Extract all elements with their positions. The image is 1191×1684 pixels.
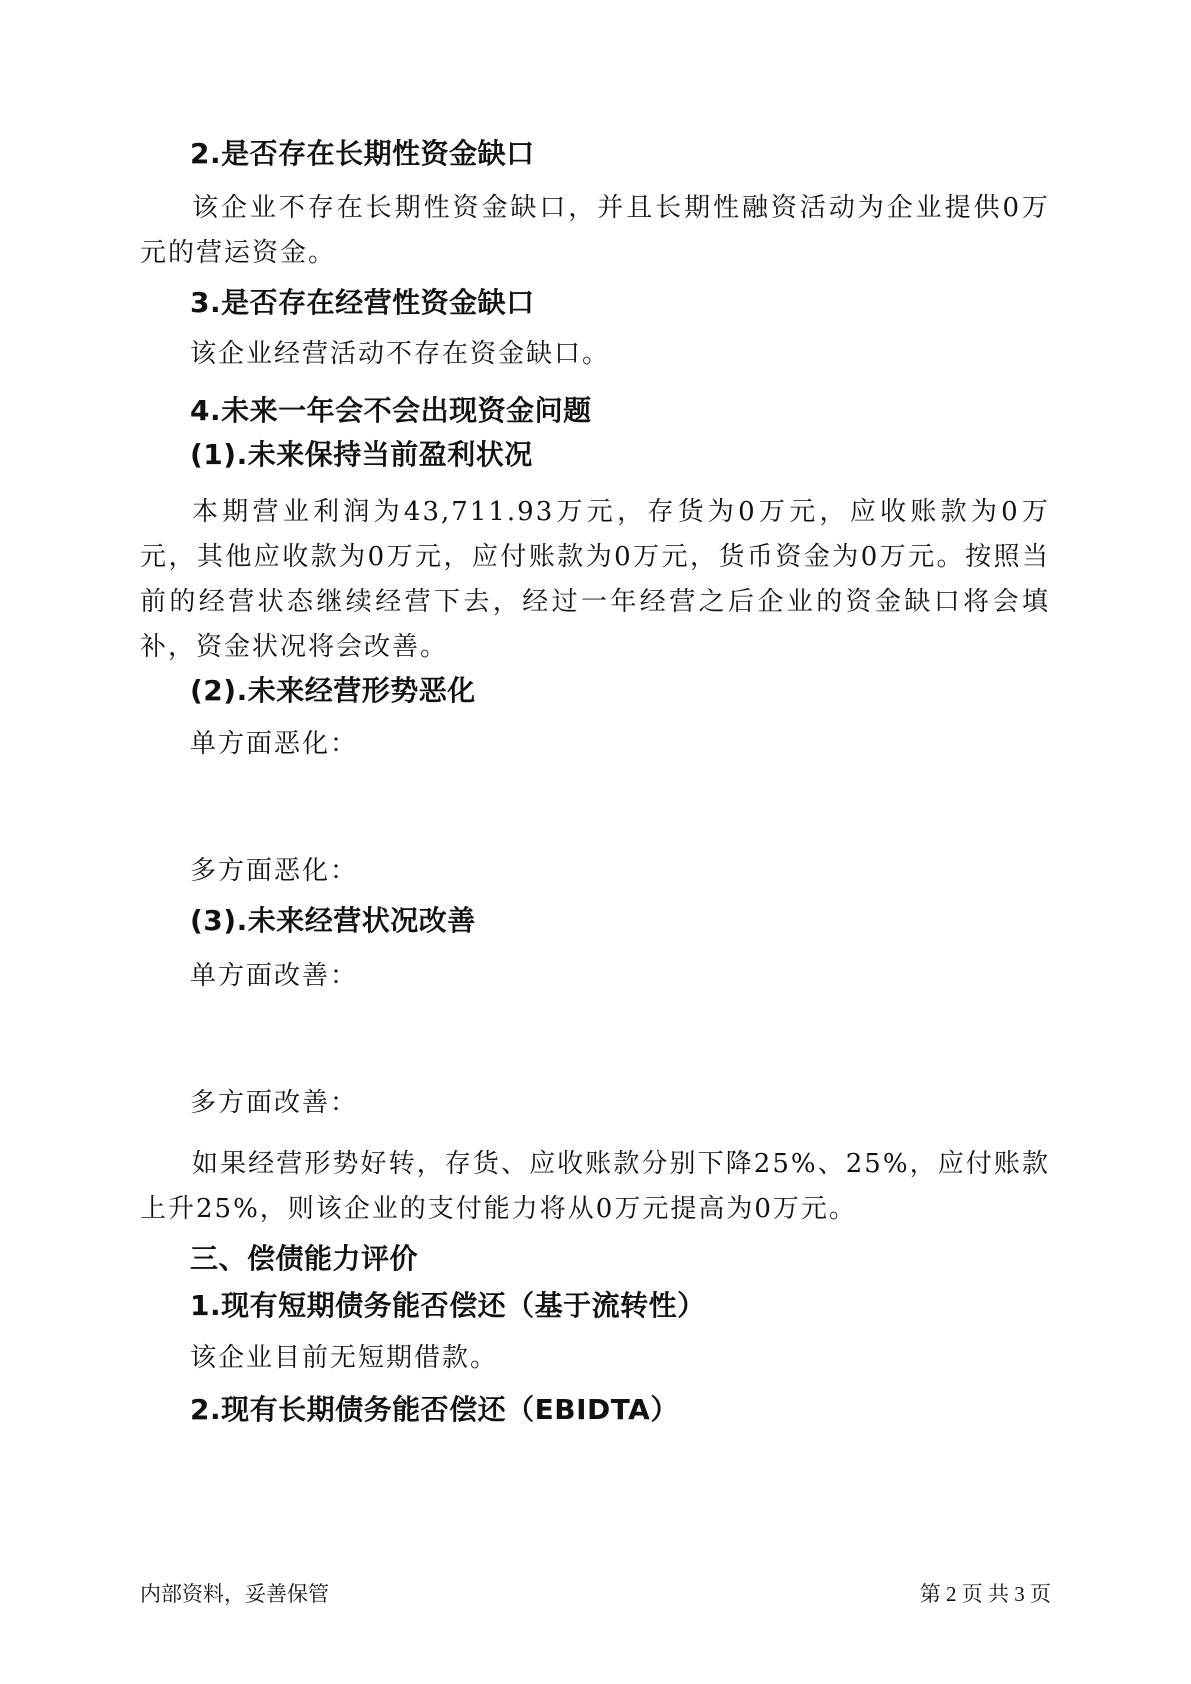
heading-short-term-debt: 1.现有短期债务能否偿还（基于流转性）: [190, 1289, 706, 1322]
paragraph-improve: 如果经营形势好转，存货、应收账款分别下降25%、25%，应付账款上升25%，则该企业的支付能力将从0万元提高为0万元。: [140, 1149, 1050, 1224]
heading-solvency: 三、偿债能力评价: [190, 1242, 419, 1275]
paragraph-long-term-gap: 该企业不存在长期性资金缺口，并且长期性融资活动为企业提供0万元的营运资金。: [140, 193, 1050, 268]
footer-confidential-note: 内部资料，妥善保管: [140, 1582, 329, 1606]
heading-long-term-debt: 2.现有长期债务能否偿还（EBIDTA）: [190, 1393, 679, 1426]
label-multi-improve: 多方面改善：: [190, 1088, 359, 1118]
paragraph-operating-gap: 该企业经营活动不存在资金缺口。: [190, 339, 611, 369]
footer-page-number: 第 2 页 共 3 页: [919, 1582, 1051, 1606]
heading-operating-gap: 3.是否存在经营性资金缺口: [190, 286, 535, 319]
paragraph-keep-profit: 本期营业利润为43,711.93万元，存货为0万元，应收账款为0万元，其他应收款为0万元，应付账款为0万元，货币资金为0万元。按照当前的经营状态继续经营下去，经过一年经营之后企业的资金缺口将会填补，资金状况将会改善。: [140, 497, 1050, 662]
heading-worsen: (2).未来经营形势恶化: [190, 674, 476, 707]
heading-long-term-gap: 2.是否存在长期性资金缺口: [190, 137, 535, 170]
label-single-improve: 单方面改善：: [190, 961, 359, 991]
label-multi-worsen: 多方面恶化：: [190, 856, 359, 886]
heading-future-funding: 4.未来一年会不会出现资金问题: [190, 394, 592, 427]
paragraph-short-term-debt: 该企业目前无短期借款。: [190, 1343, 499, 1373]
heading-keep-profit: (1).未来保持当前盈利状况: [190, 438, 533, 471]
heading-improve: (3).未来经营状况改善: [190, 904, 476, 937]
label-single-worsen: 单方面恶化：: [190, 729, 359, 759]
